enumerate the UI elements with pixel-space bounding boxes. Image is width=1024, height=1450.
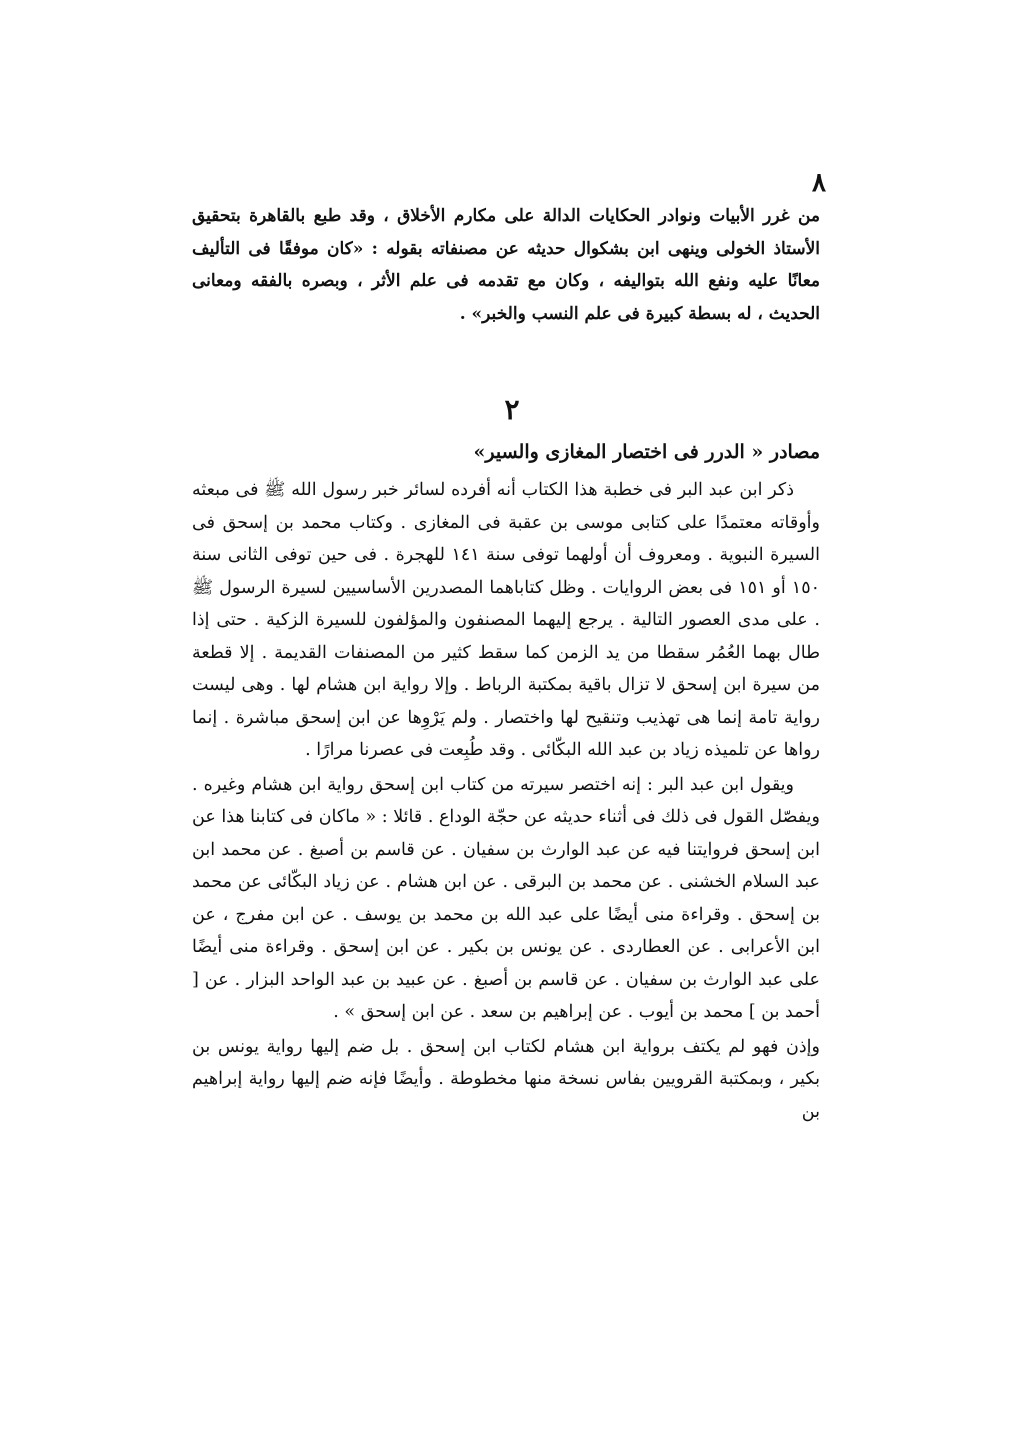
body-text (192, 474, 820, 1128)
section-heading: مصادر « الدرر فى اختصار المغازى والسير» (473, 441, 820, 463)
body-paragraph: ذكر ابن عبد البر فى خطبة هذا الكتاب أنه أفرده لسائر خبر رسول الله ﷺ فى مبعثه وأوقاته معتمدًا على كتابى موسى بن عقبة فى المغازى . وكتاب محمد بن إسحق فى السيرة النبوية . ومعروف أن أولهما توفى سنة ١٤١ للهجرة . فى حين توفى الثانى سنة ١٥٠ أو ١٥١ فى بعض الروايات . وظل كتاباهما المصدرين الأساسيين لسيرة الرسول ﷺ . على مدى العصور التالية . يرجع إليهما المصنفون والمؤلفون للسيرة الزكية . حتى إذا طال بهما العُمُر سقطا من يد الزمن كما سقط كثير من المصنفات القديمة . إلا قطعة من سيرة ابن إسحق لا تزال باقية بمكتبة الرباط . وإلا رواية ابن هشام لها . وهى ليست رواية تامة إنما هى تهذيب وتنقيح لها واختصار . ولم يَرْوِها عن ابن إسحق مباشرة . إنما رواها عن تلميذه زياد بن عبد الله البكّائى . وقد طُبِعت فى عصرنا مرارًا . (192, 480, 821, 760)
body-paragraph: وإذن فهو لم يكتف برواية ابن هشام لكتاب ابن إسحق . بل ضم إليها رواية يونس بن بكير ، وبمكتبة القرويين بفاس نسخة منها مخطوطة . وأيضًا فإنه ضم إليها رواية إبراهيم بن (192, 1036, 820, 1122)
section-number: ٢ (504, 393, 520, 426)
intro-paragraph: من غرر الأبيات ونوادر الحكايات الدالة على مكارم الأخلاق ، وقد طبع بالقاهرة بتحقيق الأستاذ الخولى وينهى ابن بشكوال حديثه عن مصنفاته بقوله : «كان موفقًا فى التأليف معانًا عليه ونفع الله بتواليفه ، وكان مع تقدمه فى علم الأثر ، وبصره بالفقه ومعانى الحديث ، له بسطة كبيرة فى علم النسب والخبر» . (192, 206, 820, 324)
page-number: ٨ (812, 168, 826, 198)
intro-section (192, 200, 820, 330)
body-paragraph: ويقول ابن عبد البر : إنه اختصر سيرته من كتاب ابن إسحق رواية ابن هشام وغيره . ويفصّل القول فى ذلك فى أثناء حديثه عن حجّة الوداع . قائلا : « ماكان فى كتابنا هذا عن ابن إسحق فروايتنا فيه عن عبد الوارث بن سفيان . عن قاسم بن أصبغ . عن محمد ابن عبد السلام الخشنى . عن محمد بن البرقى . عن ابن هشام . عن زياد البكّائى عن محمد بن إسحق . وقراءة منى أيضًا على عبد الله بن محمد بن يوسف . عن ابن مفرج ، عن ابن الأعرابى . عن العطاردى . عن يونس بن بكير . عن ابن إسحق . وقراءة منى أيضًا على عبد الوارث بن سفيان . عن قاسم بن أصبغ . عن عبيد بن عبد الواحد البزار . عن [ أحمد بن ] محمد بن أيوب . عن إبراهيم بن سعد . عن ابن إسحق » . (192, 774, 820, 1022)
